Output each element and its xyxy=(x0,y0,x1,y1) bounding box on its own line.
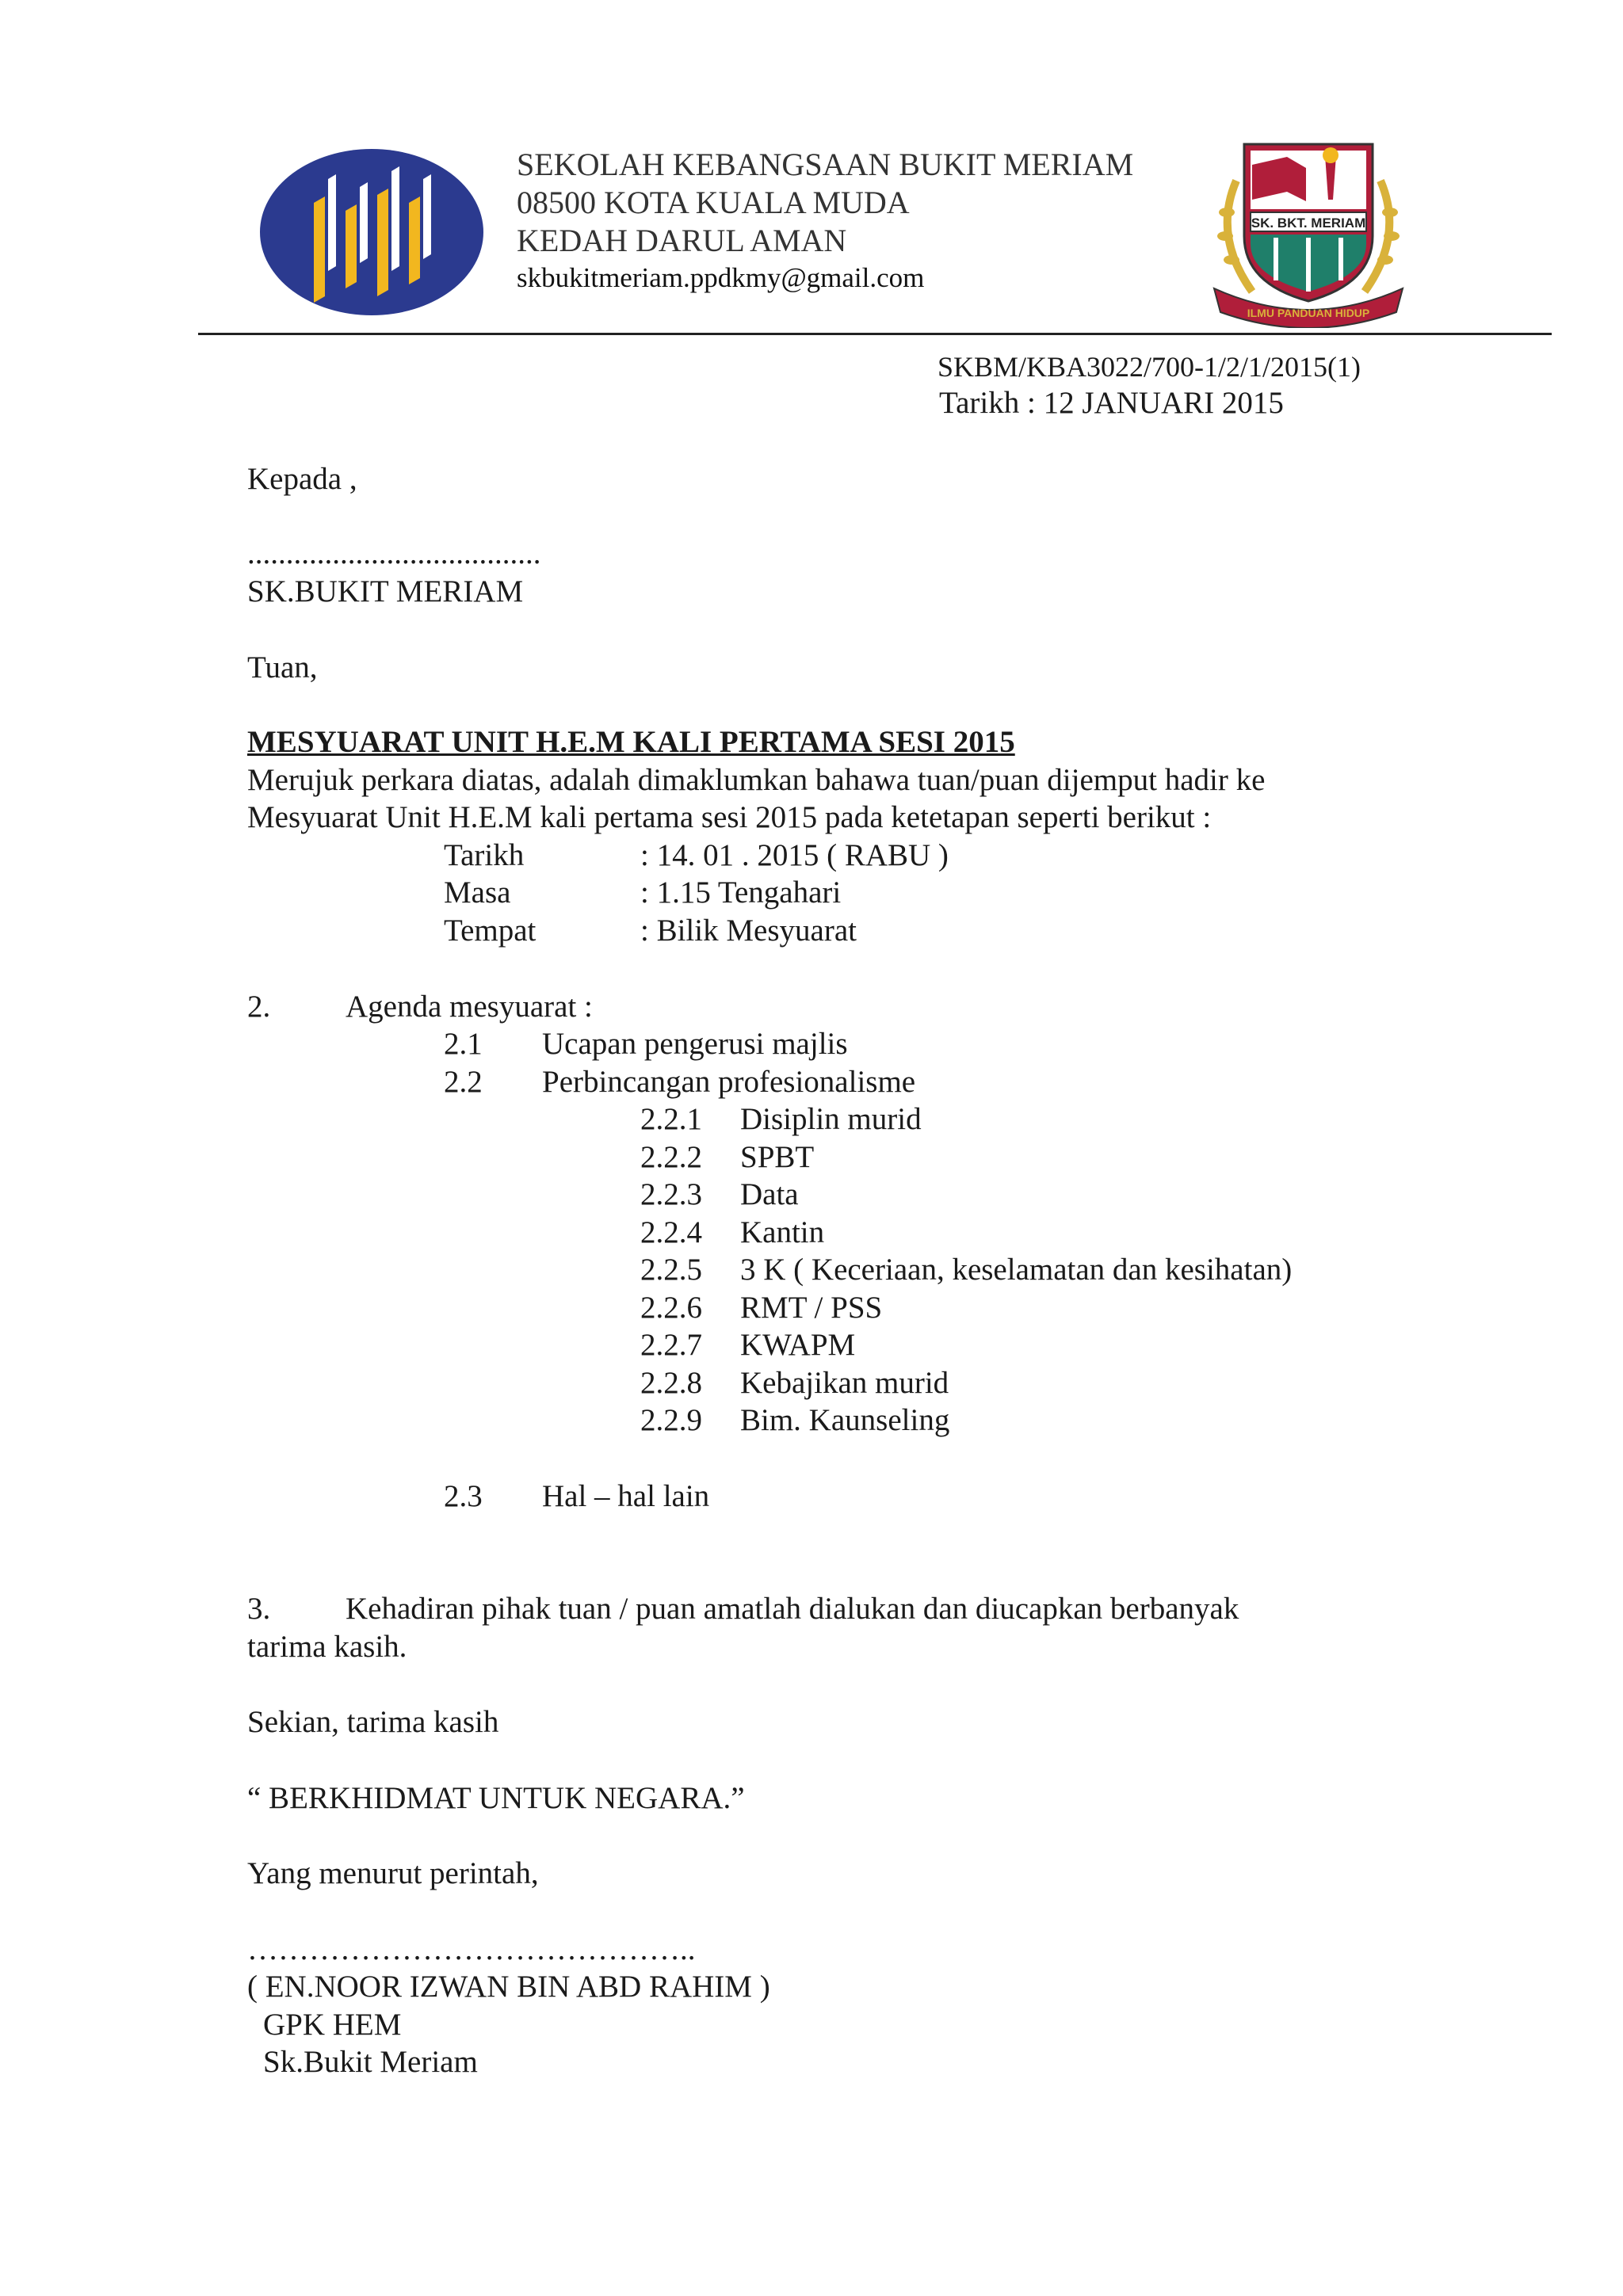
salutation: Tuan, xyxy=(247,650,318,685)
agenda-subitem-num: 2.2.7 xyxy=(640,1328,702,1362)
agenda-subitem-text: Bim. Kaunseling xyxy=(740,1403,950,1437)
detail-value-date: : 14. 01 . 2015 ( RABU ) xyxy=(640,838,949,872)
agenda-subitem-text: Disiplin murid xyxy=(740,1102,922,1136)
agenda-subitem-text: Data xyxy=(740,1177,799,1211)
signatory-org: Sk.Bukit Meriam xyxy=(263,2045,478,2079)
agenda-subitem-num: 2.2.2 xyxy=(640,1140,702,1174)
signature-dots: …………………………………….. xyxy=(247,1932,696,1966)
closing-motto: “ BERKHIDMAT UNTUK NEGARA.” xyxy=(247,1781,745,1815)
recipient-org: SK.BUKIT MERIAM xyxy=(247,574,524,608)
agenda-subitem-text: 3 K ( Keceriaan, keselamatan dan kesihatan) xyxy=(740,1253,1293,1287)
intro-line1: Merujuk perkara diatas, adalah dimaklumkan bahawa tuan/puan dijemput hadir ke xyxy=(247,763,1266,797)
letter-date: Tarikh : 12 JANUARI 2015 xyxy=(939,386,1284,420)
detail-label-time: Masa xyxy=(444,875,511,910)
intro-line2: Mesyuarat Unit H.E.M kali pertama sesi 2015 pada ketetapan seperti berikut : xyxy=(247,800,1212,834)
closing-yang: Yang menurut perintah, xyxy=(247,1856,539,1890)
school-crest-icon xyxy=(1205,133,1412,328)
crest-school-label: SK. BKT. MERIAM xyxy=(1251,215,1366,231)
school-name: SEKOLAH KEBANGSAAN BUKIT MERIAM xyxy=(517,147,1134,182)
agenda-subitem-num: 2.2.5 xyxy=(640,1253,702,1287)
school-email: skbukitmeriam.ppdkmy@gmail.com xyxy=(517,262,925,293)
header-divider xyxy=(198,333,1552,335)
agenda-item-text: Hal – hal lain xyxy=(542,1479,710,1513)
closing-line2: tarima kasih. xyxy=(247,1630,407,1664)
agenda-subitem-text: KWAPM xyxy=(740,1328,856,1362)
detail-label-place: Tempat xyxy=(444,913,537,948)
subject-heading: MESYUARAT UNIT H.E.M KALI PERTAMA SESI 2015 xyxy=(247,725,1015,759)
agenda-item-num: 2.1 xyxy=(444,1027,483,1061)
agenda-title: Agenda mesyuarat : xyxy=(346,990,593,1024)
agenda-item-num: 2.2 xyxy=(444,1065,483,1099)
closing-line1: Kehadiran pihak tuan / puan amatlah dialukan dan diucapkan berbanyak xyxy=(346,1592,1239,1626)
recipient-dots: ...................................... xyxy=(247,536,541,570)
agenda-subitem-text: Kantin xyxy=(740,1215,825,1249)
ministry-logo-icon xyxy=(258,147,485,318)
agenda-subitem-text: SPBT xyxy=(740,1140,815,1174)
agenda-item-text: Ucapan pengerusi majlis xyxy=(542,1027,848,1061)
agenda-subitem-text: RMT / PSS xyxy=(740,1291,883,1325)
agenda-item-text: Perbincangan profesionalisme xyxy=(542,1065,916,1099)
signatory-name: ( EN.NOOR IZWAN BIN ABD RAHIM ) xyxy=(247,1970,770,2004)
agenda-subitem-num: 2.2.9 xyxy=(640,1403,702,1437)
agenda-number: 2. xyxy=(247,990,271,1024)
closing-sekian: Sekian, tarima kasih xyxy=(247,1705,499,1739)
agenda-subitem-num: 2.2.1 xyxy=(640,1102,702,1136)
reference-number: SKBM/KBA3022/700-1/2/1/2015(1) xyxy=(938,351,1361,383)
agenda-subitem-num: 2.2.4 xyxy=(640,1215,702,1249)
agenda-subitem-num: 2.2.8 xyxy=(640,1366,702,1400)
school-address-line1: 08500 KOTA KUALA MUDA xyxy=(517,185,910,220)
detail-value-place: : Bilik Mesyuarat xyxy=(640,913,857,948)
agenda-item-num: 2.3 xyxy=(444,1479,483,1513)
school-address-line2: KEDAH DARUL AMAN xyxy=(517,223,847,258)
detail-value-time: : 1.15 Tengahari xyxy=(640,875,842,910)
agenda-subitem-text: Kebajikan murid xyxy=(740,1366,949,1400)
crest-motto: ILMU PANDUAN HIDUP xyxy=(1247,307,1370,319)
closing-number: 3. xyxy=(247,1592,271,1626)
agenda-subitem-num: 2.2.3 xyxy=(640,1177,702,1211)
agenda-subitem-num: 2.2.6 xyxy=(640,1291,702,1325)
recipient-label: Kepada , xyxy=(247,462,357,496)
signatory-title: GPK HEM xyxy=(263,2008,402,2042)
detail-label-date: Tarikh xyxy=(444,838,525,872)
